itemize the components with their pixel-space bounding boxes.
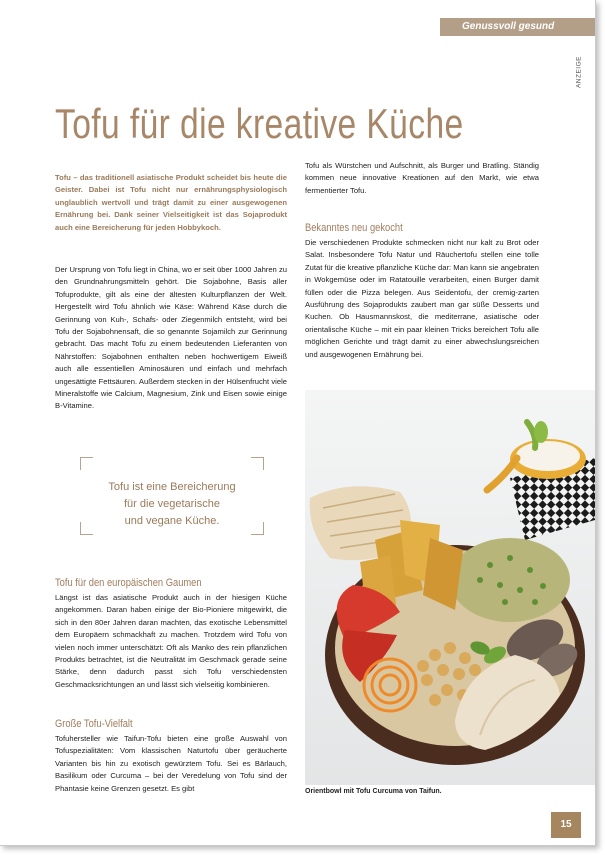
heading-familiar: Bekanntes neu gekocht: [305, 222, 403, 234]
article-title: Tofu für die kreative Küche: [55, 100, 464, 147]
pull-quote: [80, 457, 264, 535]
heading-variety: Große Tofu-Vielfalt: [55, 718, 133, 730]
body-europe: Längst ist das asiatische Produkt auch in der hiesigen Küche angekommen. Daran haben einige der Bio-Pioniere mitgewirkt, die sich in den 80er Jahren daran machten, das exotische Lebensmittel dem Europäern schmackhaft zu machen. Trotzdem wird Tofu von vielen noch immer unterschätzt: Oft als Manko des rein pflanzlichen Produkts betrachtet, ist die Neutralität im Geschmack gerade seine Stärke, denn dadurch passt sich Tofu verschiedensten Geschmacksrichtungen an und lässt sich vielseitig kombinieren.: [55, 593, 287, 689]
body-variety: Tofuhersteller wie Taifun-Tofu bieten eine große Auswahl von Tofuspezialitäten: Vom klassischen Naturtofu über geräucherte Varianten bis hin zu exotisch gewürztem Tofu. Sei es Bärlauch, Basilikum oder Curcuma – bei der Veredelung von Tofu sind der Phantasie keine Grenzen gesetzt. Es gibt: [55, 734, 287, 793]
body-familiar: Die verschiedenen Produkte schmecken nicht nur kalt zu Brot oder Salat. Insbesondere Tofu Natur und Räuchertofu stellen eine tolle Zutat für die kreative pflanzliche Küche dar: Man kann sie angebraten in Wokgemüse oder im Ratatouille verarbeiten, einen Burger damit füllen oder die Pizza belegen. Aus Seidentofu, der cremig-zarten Ausführung des Sojaprodukts zaubert man gar süße Desserts und Kuchen. Ob Hausmannskost, die mediterrane, asiatische oder orientalische Küche – mit ein paar kleinen Tricks bereichert Tofu alle möglichen Gerichte und trägt damit zu einer abwechslungsreichen und ausgewogenen Ernährung bei.: [305, 238, 539, 359]
body-column-2-top: Tofu als Würstchen und Aufschnitt, als Burger und Bratling. Ständig kommen neue innovative Kreationen auf den Markt, wie etwa fermentierter Tofu.: [305, 161, 539, 195]
page-number: 15: [551, 812, 581, 838]
body-column-1: Der Ursprung von Tofu liegt in China, wo er seit über 1000 Jahren zu den Grundnahrungsmitteln gehört. Die Sojabohne, Basis aller Tofuprodukte, gilt als eine der ältesten Kulturpflanzen der Welt. Hergestellt wird Tofu ähnlich wie Käse: Während Käse durch die Gerinnung von Kuh-, Schafs- oder Ziegenmilch entsteht, wird bei Tofu der Sojabohnensaft, die so genannte Sojamilch zur Gerinnung gebracht. Das macht Tofu zu einem bedeutenden Lieferanten von Nährstoffen: Sojabohnen enthalten neben hochwertigem Eiweiß auch alle essentiellen Aminosäuren und einfach und mehrfach ungesättigte Fettsäuren. Außerdem stecken in der Hülsenfrucht viele Mineralstoffe wie Calcium, Magnesium, Zink und Eisen sowie einige B-Vitamine.: [55, 265, 287, 411]
section-tag: Genussvoll gesund: [440, 18, 595, 36]
photo-caption: Orientbowl mit Tofu Curcuma von Taifun.: [305, 788, 442, 795]
food-photo: [305, 390, 595, 785]
heading-europe: Tofu für den europäischen Gaumen: [55, 577, 202, 589]
ad-label: ANZEIGE: [575, 55, 583, 89]
lead-paragraph: Tofu – das traditionell asiatische Produkt scheidet bis heute die Geister. Dabei ist Tofu nicht nur ernährungsphysiologisch unglaublich wertvoll und trägt damit zu einer ausgewogenen Ernährung bei. Dank seiner Vielseitigkeit ist das Sojaprodukt auch eine Bereicherung für jeden Hobbykoch.: [55, 173, 287, 232]
pull-quote-text: Tofu ist eine Bereicherung für die vegetarische und vegane Küche.: [108, 481, 236, 527]
